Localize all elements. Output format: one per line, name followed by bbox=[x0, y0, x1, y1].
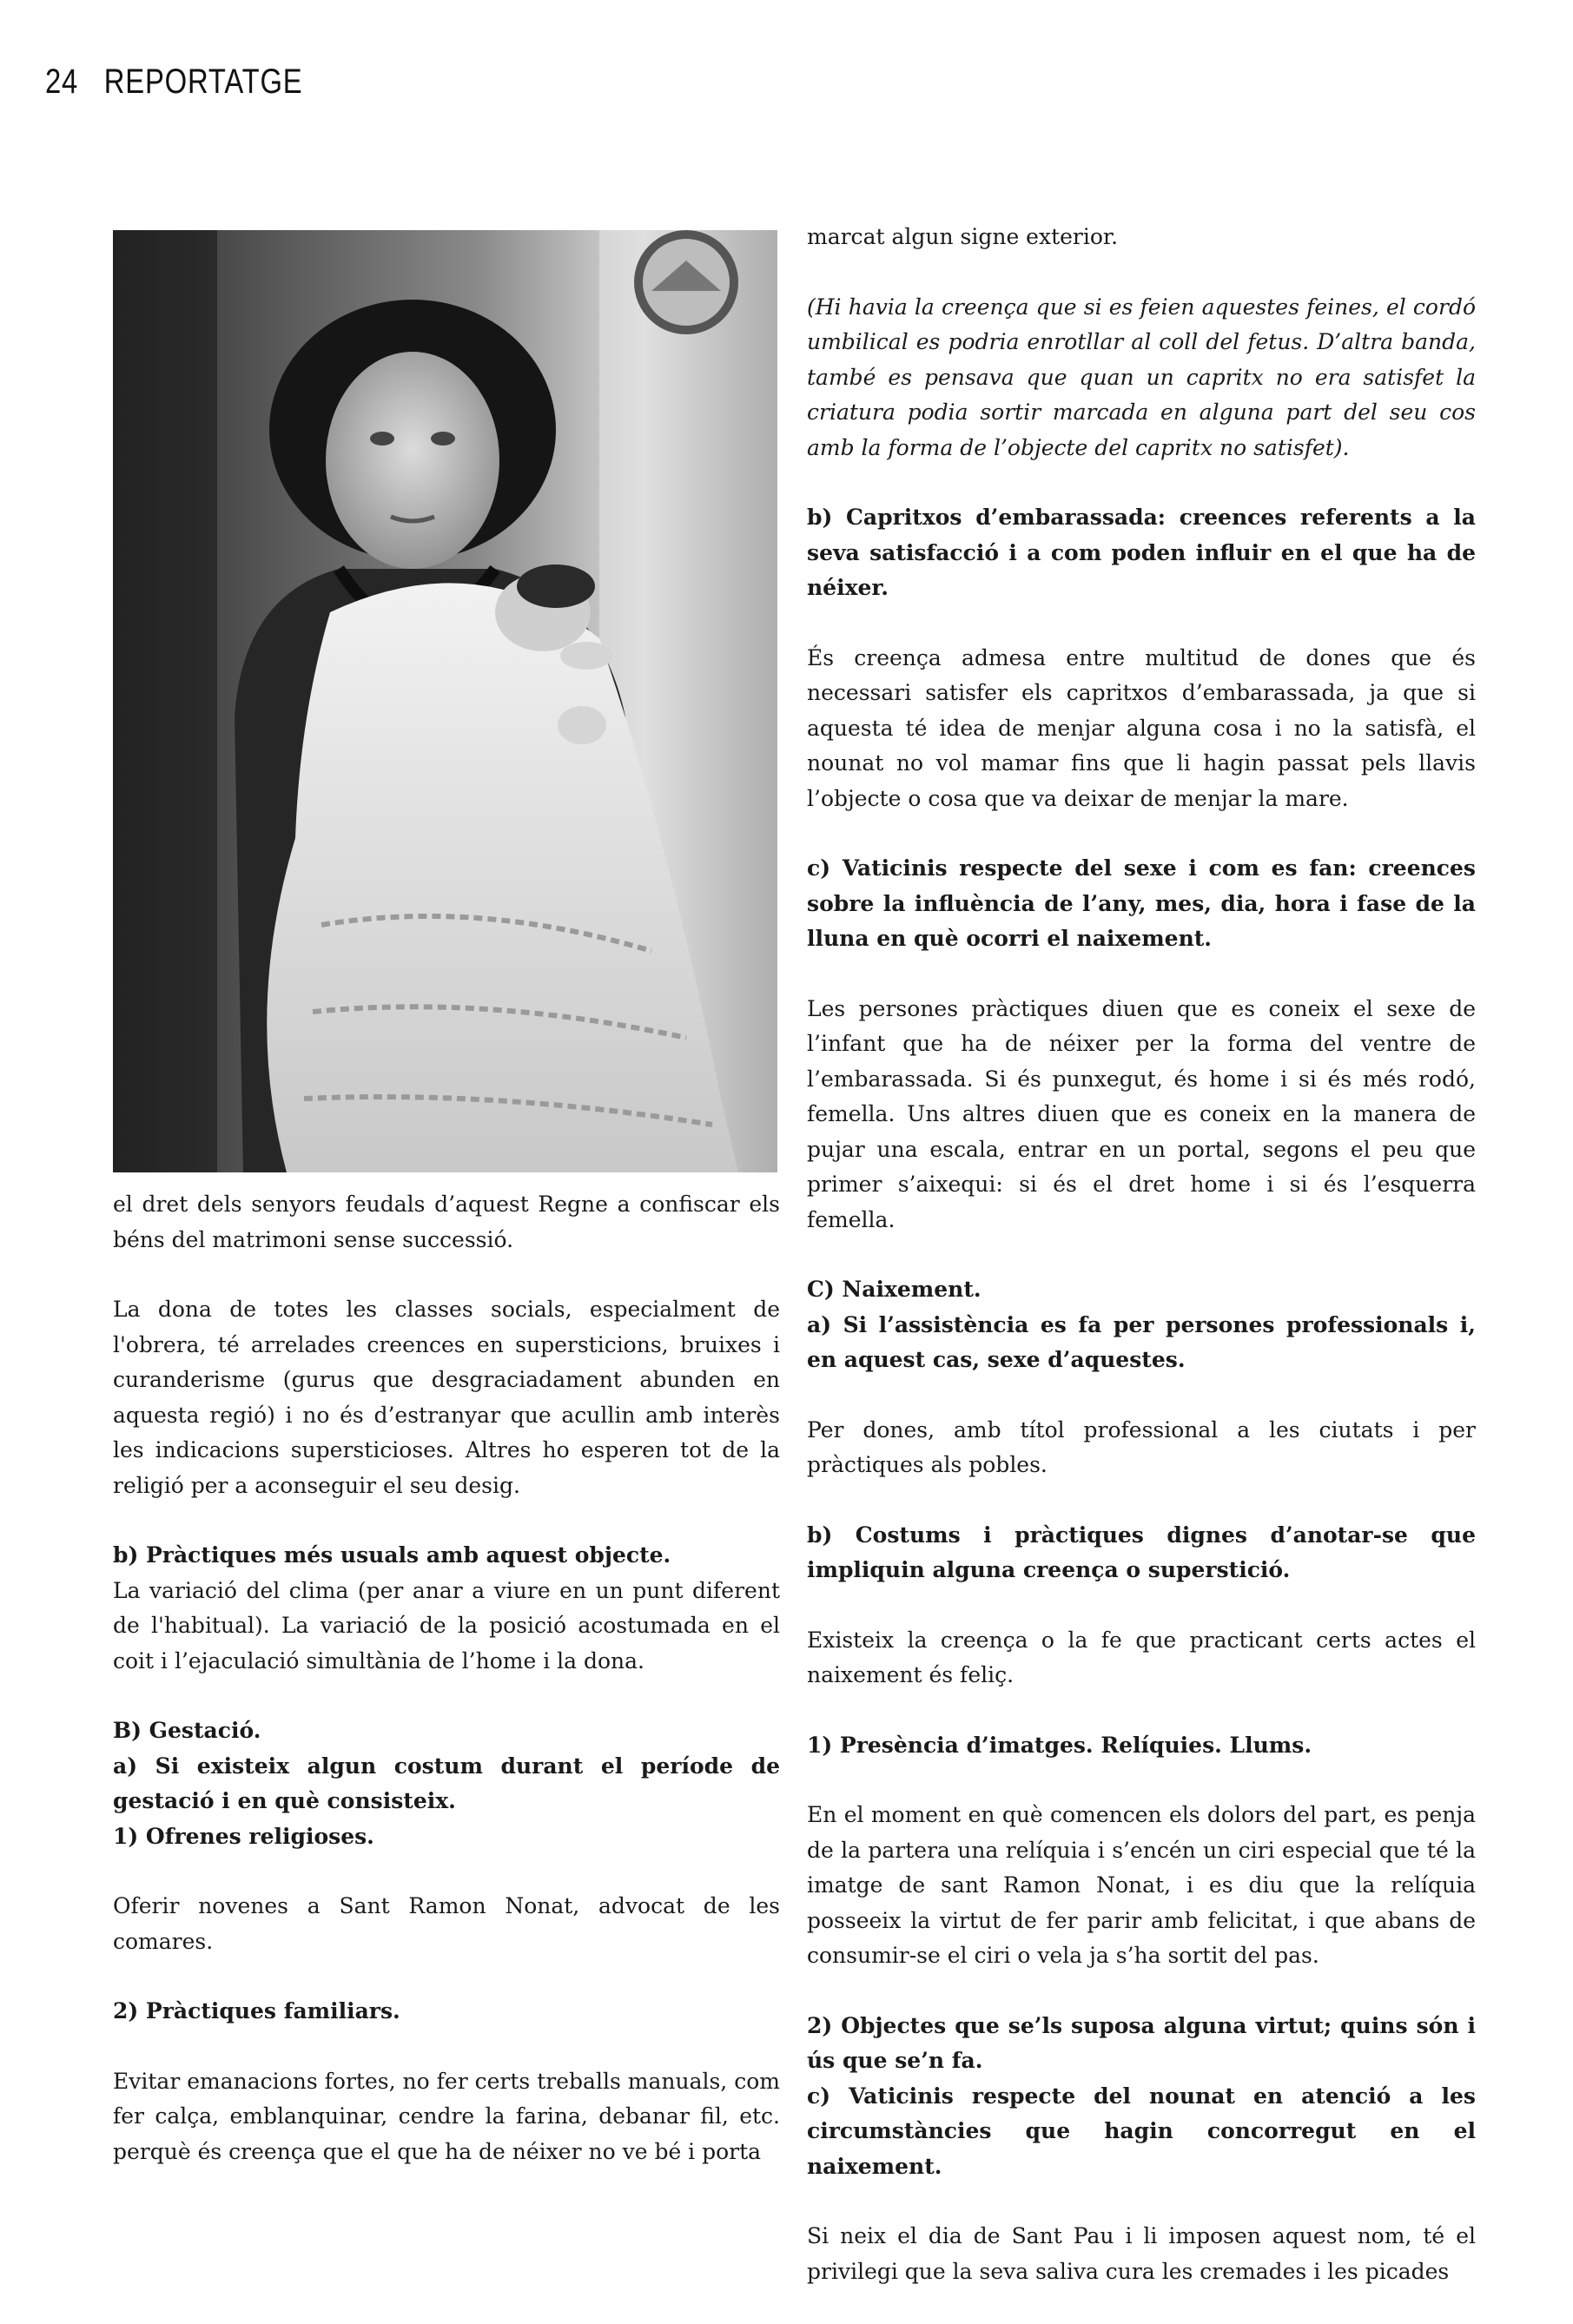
paragraph: La variació del clima (per anar a viure en un punt diferent de l'habitual). La variació de la posició acostumada en el coit i l’ejaculació simultània de l’home i la dona. bbox=[113, 1577, 780, 1674]
subheading: 2) Objectes que se’ls suposa alguna virtut; quins són i ús que se’n fa. bbox=[807, 2012, 1476, 2073]
subheading: 1) Presència d’imatges. Relíquies. Llums. bbox=[807, 1732, 1312, 1758]
paragraph: Per dones, amb títol professional a les ciutats i per pràctiques als pobles. bbox=[807, 1416, 1476, 1477]
right-column bbox=[807, 220, 1476, 2324]
photo-woman-with-baby-icon bbox=[113, 230, 777, 1172]
subheading: b) Pràctiques més usuals amb aquest objecte. bbox=[113, 1542, 671, 1568]
paragraph: Si neix el dia de Sant Pau i li imposen aquest nom, té el privilegi que la seva saliva cura les cremades i les picades bbox=[807, 2223, 1476, 2284]
paragraph: Existeix la creença o la fe que practicant certs actes el naixement és feliç. bbox=[807, 1627, 1476, 1687]
section-title: REPORTATGE bbox=[103, 63, 303, 101]
paragraph: És creença admesa entre multitud de dones que és necessari satisfer els capritxos d’embarassada, ja que si aquesta té idea de menjar alguna cosa i no la satisfà, el nounat no vol mamar fins que li hagin passat pels llavis l’objecte o cosa que va deixar de menjar la mare. bbox=[807, 644, 1476, 811]
subheading: c) Vaticinis respecte del sexe i com es fan: creences sobre la influència de l’any, mes, dia, hora i fase de la lluna en què ocorri el naixement. bbox=[807, 855, 1476, 951]
subheading: 1) Ofrenes religioses. bbox=[113, 1823, 374, 1849]
left-column bbox=[113, 1187, 780, 2204]
subheading: c) Vaticinis respecte del nounat en atenció a les circumstàncies que hagin concorregut en el naixement. bbox=[807, 2083, 1476, 2179]
subheading: b) Costums i pràctiques dignes d’anotar-se que impliquin alguna creença o superstició. bbox=[807, 1522, 1476, 1582]
paragraph: el dret dels senyors feudals d’aquest Regne a confiscar els béns del matrimoni sense successió. bbox=[113, 1192, 780, 1252]
paragraph: Les persones pràctiques diuen que es coneix el sexe de l’infant que ha de néixer per la forma del ventre de l’embarassada. Si és punxegut, és home i si és més rodó, femella. Uns altres diuen que es coneix en la manera de pujar una escala, entrar en un portal, segons el peu que primer s’aixequi: si és el dret home i si és l’esquerra femella. bbox=[807, 995, 1476, 1232]
section-heading: C) Naixement. bbox=[807, 1277, 981, 1302]
running-head bbox=[45, 63, 302, 102]
paragraph: marcat algun signe exterior. bbox=[807, 224, 1119, 249]
subheading: 2) Pràctiques familiars. bbox=[113, 1998, 400, 2024]
paragraph: En el moment en què comencen els dolors del part, es penja de la partera una relíquia i s’encén un ciri especial que té la imatge de sant Ramon Nonat, i es diu que la relíquia posseeix la virtut de fer parir amb felicitat, i que abans de consumir-se el ciri o vela ja s’ha sortit del pas. bbox=[807, 1802, 1476, 1968]
subheading: a) Si existeix algun costum durant el període de gestació i en què consisteix. bbox=[113, 1753, 780, 1813]
paragraph: La dona de totes les classes socials, especialment de l'obrera, té arrelades creences en supersticions, bruixes i curanderisme (gurus que desgraciadament abunden en aquesta regió) i no és d’estranyar que acullin amb interès les indicacions supersticioses. Altres ho esperen tot de la religió per a aconseguir el seu desig. bbox=[113, 1297, 780, 1498]
paragraph: Evitar emanacions fortes, no fer certs treballs manuals, com fer calça, emblanquinar, cendre la farina, debanar fil, etc. perquè és creença que el que ha de néixer no ve bé i porta bbox=[113, 2068, 780, 2164]
italic-note: (Hi havia la creença que si es feien aquestes feines, el cordó umbilical es podria enrotllar al coll del fetus. D’altra banda, també es pensava que quan un capritx no era satisfet la criatura podia sortir marcada en alguna part del seu cos amb la forma de l’objecte del capritx no satisfet). bbox=[807, 294, 1476, 460]
section-heading: B) Gestació. bbox=[113, 1718, 261, 1743]
subheading: b) Capritxos d’embarassada: creences referents a la seva satisfacció i a com poden influir en el que ha de néixer. bbox=[807, 505, 1476, 600]
paragraph: Oferir novenes a Sant Ramon Nonat, advocat de les comares. bbox=[113, 1893, 780, 1954]
page-number: 24 bbox=[45, 63, 79, 101]
subheading: a) Si l’assistència es fa per persones professionals i, en aquest cas, sexe d’aquestes. bbox=[807, 1311, 1476, 1372]
